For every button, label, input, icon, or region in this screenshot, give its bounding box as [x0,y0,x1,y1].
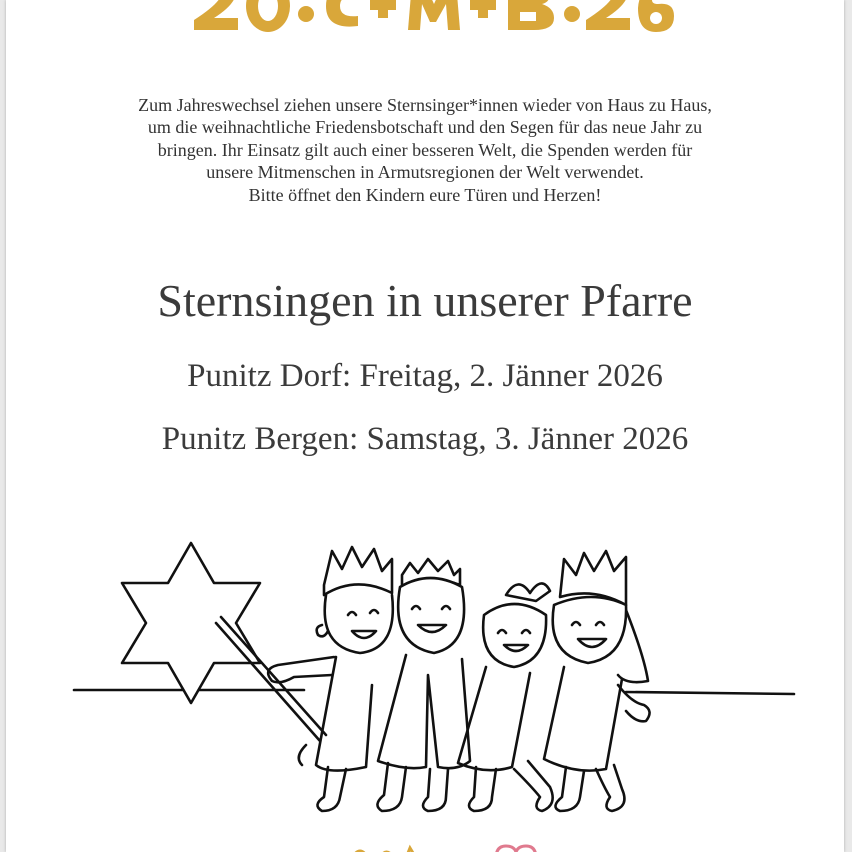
intro-paragraph [6,94,844,206]
intro-line: Zum Jahreswechsel ziehen unsere Sternsinger*innen wieder von Haus zu Haus, [138,95,712,115]
flyer-page [6,0,844,852]
intro-line: unsere Mitmenschen in Armutsregionen der Welt verwendet. [206,162,644,183]
intro-line: bringen. Ihr Einsatz gilt auch einer besseren Welt, die Spenden werden für [157,139,693,160]
star-singers-illustration [66,535,806,820]
intro-line: um die weihnachtliche Friedensbotschaft und den Segen für das neue Jahr zu [147,117,703,138]
date-punitz-bergen: Punitz Bergen: Samstag, 3. Jänner 2026 [161,421,689,457]
date-punitz-dorf: Punitz Dorf: Freitag, 2. Jänner 2026 [187,358,663,394]
page-title: Sternsingen in unserer Pfarre [157,275,693,326]
banner-lettering-art [186,0,676,34]
intro-line: Bitte öffnet den Kindern eure Türen und Herzen! [248,184,602,205]
footer-logo-art [346,838,546,852]
